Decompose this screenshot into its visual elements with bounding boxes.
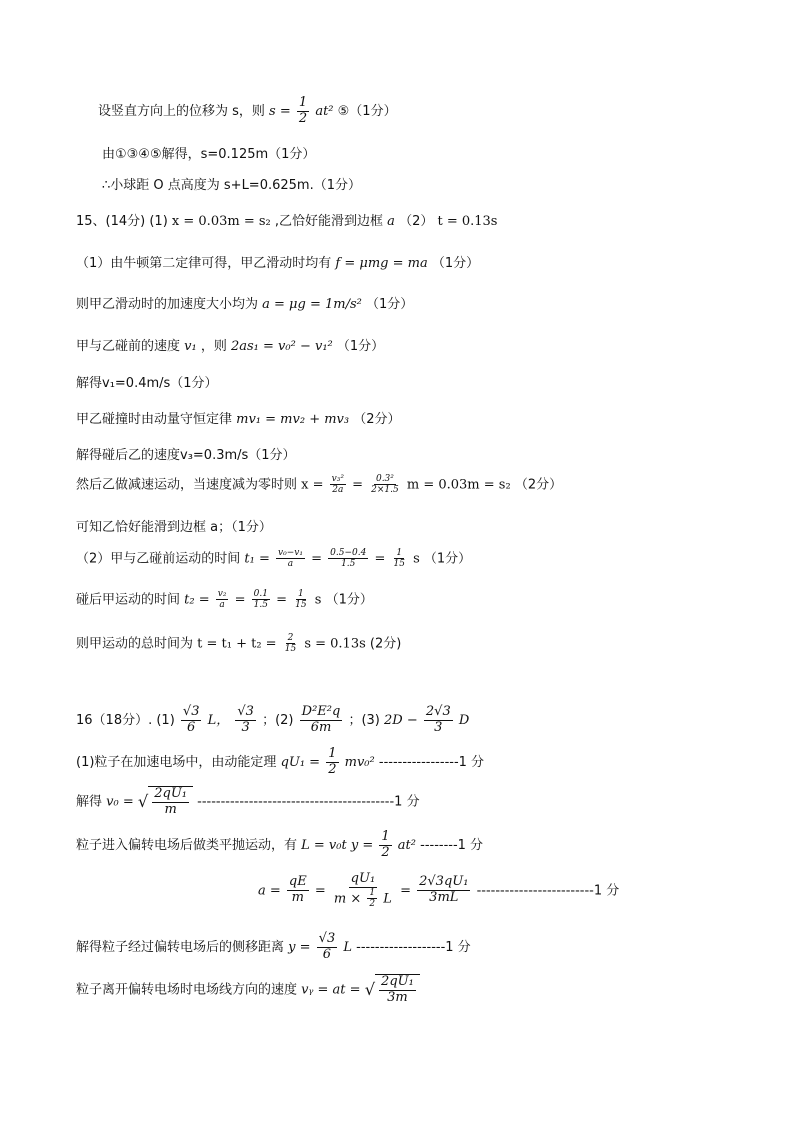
formula: L [343,939,352,955]
formula: s = 0.13s [304,636,366,652]
fraction-denominator: m [164,801,177,817]
fraction [330,474,346,496]
text-line [98,96,397,127]
fraction [152,787,189,818]
fraction-denominator: 2 [298,110,308,126]
formula: s = [269,103,291,119]
fraction-denominator: 6 [187,719,196,735]
fraction-numerator: √3 [182,704,200,719]
radical-sign: √ [137,791,149,811]
formula: D [458,712,470,728]
formula: m × [333,891,362,907]
score-note: （1分） [365,297,414,312]
formula: L = v₀t [301,837,347,853]
formula: a = μg = 1m/s² [262,297,362,312]
line-text: 甲乙碰撞时由动量守恒定律 [76,412,237,427]
fraction [367,888,377,910]
formula: = [400,883,411,899]
fraction-numerator: √3 [237,704,254,719]
text-line [76,633,401,655]
fraction-numerator: 1 [396,548,403,558]
fraction-numerator: v₀−v₁ [278,548,303,558]
fraction [297,96,309,127]
fraction-denominator: a [219,600,225,611]
score-note: --------1 分 [420,837,484,853]
formula: s [413,551,420,567]
text-line [76,412,401,428]
line-text: 粒子进入偏转电场后做类平抛运动，有 [76,837,302,853]
formula: vᵧ = at = [301,982,361,998]
fraction-denominator: 3mL [429,890,459,906]
line-text: 然后乙做减速运动，当速度减为零时则 [76,477,302,493]
line-text: ,乙恰好能滑到边框 [274,214,384,229]
score-note: （1分） [336,339,385,354]
fraction-denominator: m [291,890,304,906]
fraction-numerator: v₃² [331,474,344,484]
fraction-numerator: D²E²q [301,704,341,719]
line-text: ；(2) [262,712,298,728]
fraction-numerator: 2√3qU₁ [419,874,469,890]
radicand [148,786,193,818]
fraction-denominator: 15 [393,559,405,570]
fraction-denominator: 15 [295,600,307,611]
fraction [369,474,401,496]
fraction-numerator: 0.5−0.4 [330,548,367,558]
formula: = [352,477,363,493]
line-text: 设竖直方向上的位移为 s，则 [98,103,270,119]
line-text: ∴小球距 O 点高度为 s+L=0.625m.（1分） [102,178,361,193]
formula: s [314,592,322,608]
line-text: （2） [399,214,434,229]
fraction [326,747,338,778]
score-note: ------------------------------------------1 分 [197,794,420,810]
formula: = [311,551,322,567]
text-line [76,974,420,1006]
score-note: （1分） [423,551,472,567]
line-text: 粒子离开偏转电场时电场线方向的速度 [76,982,302,998]
fraction-numerator: 0.1 [253,589,268,599]
fraction-denominator: 6 [322,946,332,962]
score-note: （2分） [514,477,563,493]
fraction [300,705,343,736]
text-line [102,178,361,194]
fraction-denominator: 3m [387,989,408,1005]
line-text: 解得 [76,794,107,810]
line-text: 甲与乙碰前的速度 [76,339,185,354]
text-line [76,297,413,313]
formula: y = [288,939,311,955]
formula: at² [397,837,416,853]
fraction-denominator: 6m [310,719,332,735]
fraction-denominator: 15 [284,644,297,655]
fraction-numerator: 2qU₁ [154,786,187,801]
line-text: （1）由牛顿第二定律可得，甲乙滑动时均有 [76,256,336,271]
radical-sign: √ [364,979,376,999]
line-text: 可知乙恰好能滑到边框 a；（1分） [76,520,272,535]
score-note: (2分) [369,636,402,652]
score-note: （1分） [431,256,480,271]
line-text: 由①③④⑤解得，s=0.125m（1分） [102,147,316,162]
line-text: 碰后甲运动的时间 [76,592,185,608]
fraction-numerator: qE [288,874,307,890]
fraction [328,548,368,570]
fraction-numerator: √3 [318,931,336,946]
fraction-denominator: 1.5 [253,600,268,611]
fraction-numerator: 2 [287,633,294,643]
text-line [76,376,218,392]
fraction [317,932,338,963]
formula: y = [350,837,374,853]
variable: v₁ [184,339,197,354]
fraction [287,875,309,906]
line-text: （2）甲与乙碰前运动的时间 [76,551,245,567]
formula: v₀ = [106,794,134,810]
radicand [375,974,420,1006]
formula: L [383,891,392,907]
variable: a [387,214,395,229]
fraction [379,975,416,1006]
line-text: ，则 [200,339,231,354]
fraction-numerator: 2√3 [425,704,451,719]
line-text: (1)粒子在加速电场中，由动能定理 [76,754,281,770]
fraction-denominator: 2 [381,844,390,860]
fraction [293,589,308,611]
fraction-denominator: 3 [434,719,443,735]
formula: m = 0.03m = s₂ [406,477,511,493]
fraction-numerator: 1 [381,829,390,844]
fraction-numerator: 0.3² [375,474,394,484]
fraction-denominator: a [287,559,294,570]
fraction-denominator: 2a [332,485,344,496]
line-text: 解得v₁=0.4m/s（1分） [76,376,218,391]
fraction-denominator: 2 [328,761,337,777]
square-root [138,786,193,818]
text-line [76,448,296,464]
text-line [76,932,471,963]
fraction-numerator: 1 [369,887,376,898]
formula: x = 0.03m = s₂ [171,214,271,229]
score-note: ⑤（1分） [337,103,397,119]
formula: t = 0.13s [437,214,498,229]
fraction [276,548,305,570]
line-text: ；(3) [348,712,385,728]
text-line [76,256,479,272]
text-line [76,339,384,355]
line-text: 则甲乙滑动时的加速度大小均为 [76,297,263,312]
formula: mv₀² [344,754,375,770]
formula: a = [258,883,281,899]
line-text: 则甲运动的总时间为 [76,636,198,652]
formula: 2D − [384,712,418,728]
fraction [235,705,256,736]
formula: mv₁ = mv₂ + mv₃ [236,412,350,427]
fraction [181,705,202,736]
formula: L， [207,712,230,728]
fraction [252,589,270,611]
formula: 2as₁ = v₀² − v₁² [230,339,333,354]
formula: = [234,592,246,608]
formula: = [374,551,386,567]
fraction-denominator: 2 [369,899,376,910]
line-text: 15、(14分) (1) [76,214,168,229]
square-root [365,974,420,1006]
line-text: 解得碰后乙的速度v₃=0.3m/s（1分） [76,448,296,463]
score-note: （1分） [325,592,373,608]
text-line [76,589,373,611]
fraction-numerator: 2qU₁ [381,974,414,989]
formula: = [314,883,326,899]
text-line [76,520,272,536]
formula: t₂ = [184,592,210,608]
fraction-denominator: 2×1.5 [371,485,399,496]
text-line [76,830,483,861]
fraction [216,589,229,611]
text-line [76,747,484,778]
fraction-denominator: 1.5 [341,559,356,570]
fraction-denominator [332,888,394,910]
text-line [76,548,471,570]
formula: f = μmg = ma [335,256,428,271]
score-note: -------------------------1 分 [476,883,620,899]
fraction [424,705,453,736]
score-note: （2分） [353,412,401,427]
score-note: -----------------1 分 [378,754,485,770]
formula: = [276,592,288,608]
fraction-numerator: 1 [298,589,304,599]
text-line [102,147,315,163]
fraction-numerator: 1 [298,95,308,110]
formula: t = t₁ + t₂ = [197,636,277,652]
formula: x = [301,477,324,493]
fraction-numerator: 1 [328,746,337,761]
fraction [379,830,391,861]
text-line [76,786,420,818]
fraction [283,633,298,655]
fraction-numerator: v₂ [217,589,227,599]
fraction [392,548,407,570]
fraction-denominator: 3 [241,719,250,735]
line-text: 16（18分）. (1) [76,712,179,728]
answer-summary-15 [76,214,497,230]
formula: qU₁ = [280,754,321,770]
text-line [258,872,619,910]
line-text: 解得粒子经过偏转电场后的侧移距离 [76,939,289,955]
fraction [332,872,394,910]
fraction [417,875,470,906]
fraction-numerator: qU₁ [350,871,376,886]
score-note: -------------------1 分 [356,939,471,955]
text-line [76,474,562,496]
formula: t₁ = [244,551,270,567]
formula: at² [315,103,334,119]
answer-summary-16 [76,705,469,736]
